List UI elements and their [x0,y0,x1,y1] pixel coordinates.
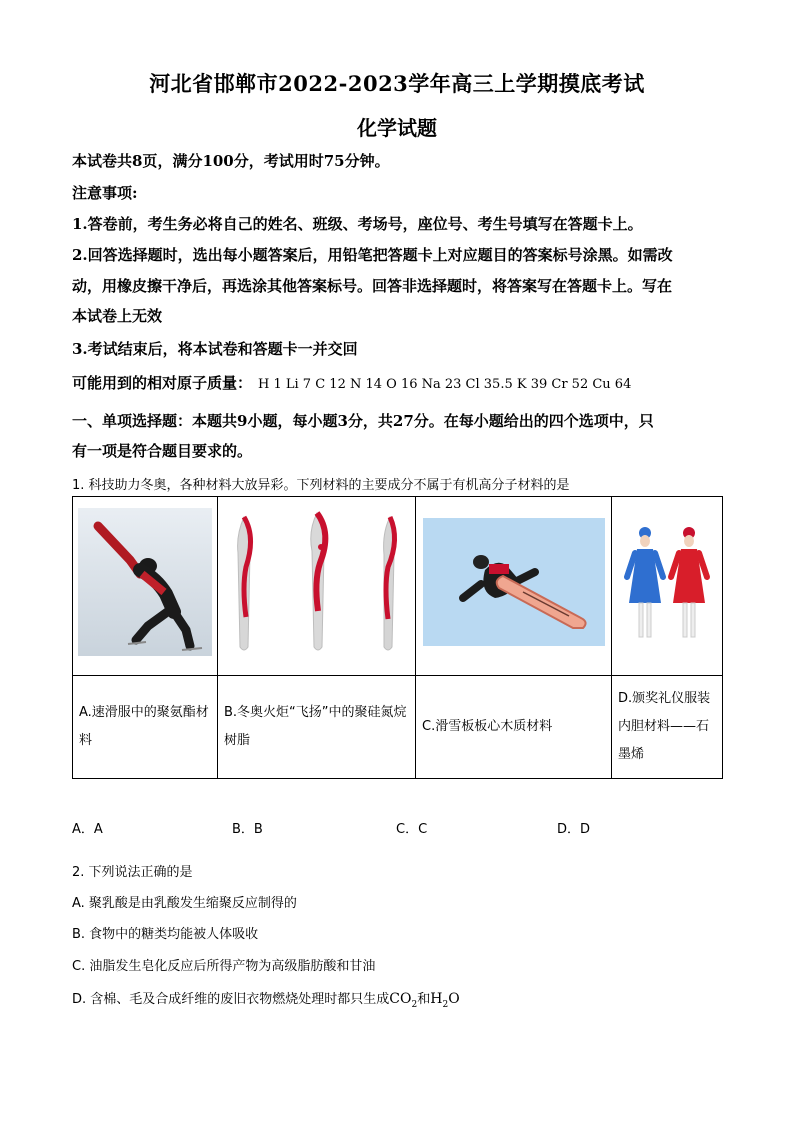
q1-choice-c: C．C [396,822,428,837]
speed-skater-photo [78,508,212,660]
atomic-mass-line [72,372,722,393]
q1-option-d-text: D.颁奖礼仪服装内胆材料——石墨烯 [612,676,723,779]
atomic-mass-label: 可能用到的相对原子质量： [72,374,253,392]
h-symbol: H [430,991,443,1007]
notice-3: 3.考试结束后，将本试卷和答题卡一并交回 [72,340,358,358]
q1-cell-d-image [612,497,723,676]
q1-option-a-text: A.速滑服中的聚氨酯材料 [73,676,218,779]
notice-1: 1.答卷前，考生务必将自己的姓名、班级、考场号，座位号、考生号填写在答题卡上。 [72,215,643,233]
ceremony-dress-photo [617,517,717,651]
q1-materials-table [72,496,723,779]
q1-cell-a-image [73,497,218,676]
atomic-mass-values: H 1 Li 7 C 12 N 14 O 16 Na 23 Cl 35.5 K 39 Cr 52 Cu 64 [258,377,632,392]
q2-option-a: A. 聚乳酸是由乳酸发生缩聚反应制得的 [72,896,297,911]
snowboarder-photo [423,518,605,650]
o-symbol: O [448,991,460,1007]
q2-option-b: B. 食物中的糖类均能被人体吸收 [72,927,259,942]
q1-option-b-text: B.冬奥火炬“飞扬”中的聚硅氮烷树脂 [218,676,416,779]
q2-option-c: C. 油脂发生皂化反应后所得产物为高级脂肪酸和甘油 [72,959,376,974]
q1-cell-b-image [218,497,416,676]
h2o-formula [430,991,460,1010]
q2-option-d-text: D. 含棉、毛及合成纤维的废旧衣物燃烧处理时都只生成 [72,992,390,1007]
section-1-line2: 有一项是符合题目要求的。 [72,442,253,460]
co2-formula [389,991,418,1010]
notice-heading: 注意事项: [72,184,138,202]
co2-subscript: 2 [411,999,418,1010]
q2-stem: 2. 下列说法正确的是 [72,865,193,880]
q1-choice-d: D．D [557,822,591,837]
and-text: 和 [417,992,431,1007]
notice-2c: 本试卷上无效 [72,307,163,325]
q1-option-c-text: C.滑雪板板心木质材料 [416,676,612,779]
notice-2a: 2.回答选择题时，选出每小题答案后，用铅笔把答题卡上对应题目的答案标号涂黑。如需改 [72,246,673,264]
section-1-line1: 一、单项选择题：本题共9小题，每小题3分，共27分。在每小题给出的四个选项中，只 [72,412,654,430]
q1-choice-b: B．B [232,822,263,837]
q1-cell-c-image [416,497,612,676]
exam-subtitle: 化学试题 [357,116,437,140]
notice-2b: 动，用橡皮擦干净后，再选涂其他答案标号。回答非选择题时，将答案写在答题卡上。写在 [72,277,673,295]
q2-option-d [72,988,460,1010]
q1-stem: 1. 科技助力冬奥，各种材料大放异彩。下列材料的主要成分不属于有机高分子材料的是 [72,478,570,493]
intro-line: 本试卷共8页，满分100分，考试用时75分钟。 [72,152,390,170]
q1-choice-a: A．A [72,822,103,837]
olympic-torch-photo [222,507,412,661]
h2o-subscript: 2 [442,999,449,1010]
co2-symbol: CO [389,991,412,1007]
exam-title: 河北省邯郸市2022-2023学年高三上学期摸底考试 [149,71,645,96]
